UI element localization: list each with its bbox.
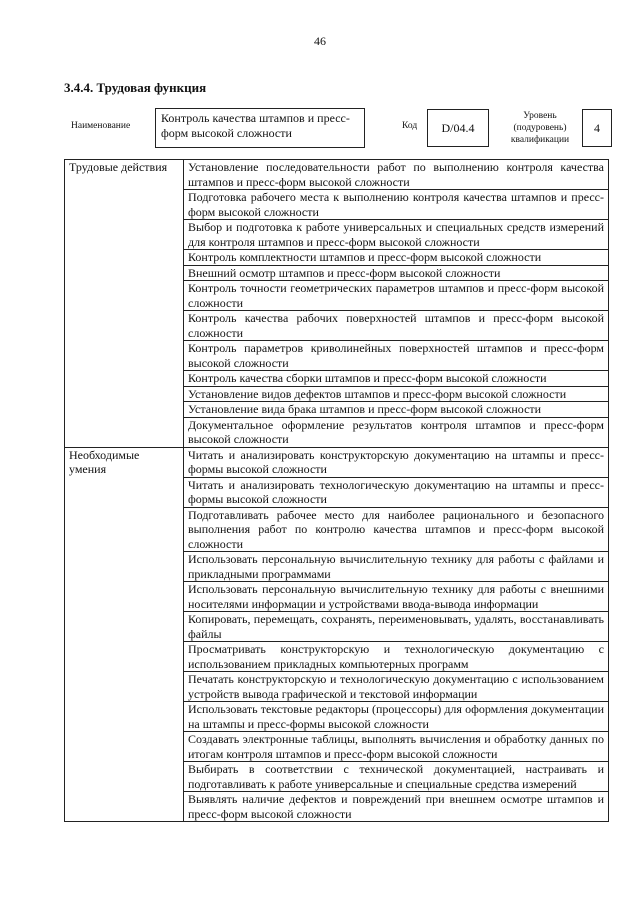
list-item: Просматривать конструкторскую и технологическую документацию с использованием прикладных компьютерных программ — [184, 642, 609, 672]
list-item: Подготавливать рабочее место для наиболее рационального и безопасного выполнения работ по контролю качества штампов и пресс-форм высокой сложности — [184, 507, 609, 552]
name-value: Контроль качества штампов и пресс-форм высокой сложности — [155, 108, 365, 148]
list-item: Печатать конструкторскую и технологическую документацию с использованием устройств вывода графической и текстовой информации — [184, 672, 609, 702]
table-row — [65, 447, 609, 477]
code-value: D/04.4 — [427, 109, 489, 147]
group-title: Необходимые умения — [65, 447, 184, 822]
list-item: Выявлять наличие дефектов и повреждений при внешнем осмотре штампов и пресс-форм высокой сложности — [184, 792, 609, 822]
table-row — [65, 160, 609, 190]
list-item: Использовать персональную вычислительную технику для работы с файлами и прикладными программами — [184, 552, 609, 582]
list-item: Установление видов дефектов штампов и пресс-форм высокой сложности — [184, 386, 609, 402]
list-item: Создавать электронные таблицы, выполнять вычисления и обработку данных по итогам контроля штампов и пресс-форм высокой сложности — [184, 732, 609, 762]
page-number: 46 — [314, 34, 326, 48]
list-item: Контроль качества рабочих поверхностей штампов и пресс-форм высокой сложности — [184, 311, 609, 341]
list-item: Контроль точности геометрических параметров штампов и пресс-форм высокой сложности — [184, 281, 609, 311]
section-title: 3.4.4. Трудовая функция — [64, 80, 207, 95]
level-value: 4 — [582, 109, 612, 147]
list-item: Установление последовательности работ по выполнению контроля качества штампов и пресс-форм высокой сложности — [184, 160, 609, 190]
list-item: Контроль качества сборки штампов и пресс-форм высокой сложности — [184, 371, 609, 387]
list-item: Внешний осмотр штампов и пресс-форм высокой сложности — [184, 265, 609, 281]
list-item: Выбор и подготовка к работе универсальных и специальных средств измерений для контроля штампов и пресс-форм высокой сложности — [184, 220, 609, 250]
function-header — [64, 108, 612, 150]
list-item: Выбирать в соответствии с технической документацией, настраивать и подготавливать к работе универсальные и специальные средства измерений — [184, 762, 609, 792]
list-item: Документальное оформление результатов контроля штампов и пресс-форм высокой сложности — [184, 417, 609, 447]
list-item: Установление вида брака штампов и пресс-форм высокой сложности — [184, 402, 609, 418]
level-label: Уровень (подуровень) квалификации — [510, 111, 570, 145]
list-item: Копировать, перемещать, сохранять, переименовывать, удалять, восстанавливать файлы — [184, 612, 609, 642]
list-item: Читать и анализировать технологическую документацию на штампы и пресс-формы высокой сложности — [184, 477, 609, 507]
list-item: Контроль комплектности штампов и пресс-форм высокой сложности — [184, 250, 609, 266]
list-item: Использовать персональную вычислительную технику для работы с внешними носителями информации и устройствами ввода-вывода информации — [184, 582, 609, 612]
code-label: Код — [402, 121, 418, 131]
list-item: Контроль параметров криволинейных поверхностей штампов и пресс-форм высокой сложности — [184, 341, 609, 371]
list-item: Подготовка рабочего места к выполнению контроля качества штампов и пресс-форм высокой сложности — [184, 190, 609, 220]
function-table — [64, 159, 609, 822]
group-title: Трудовые действия — [65, 160, 184, 448]
list-item: Использовать текстовые редакторы (процессоры) для оформления документации на штампы и пресс-формы высокой сложности — [184, 702, 609, 732]
name-label: Наименование — [71, 121, 131, 131]
list-item: Читать и анализировать конструкторскую документацию на штампы и пресс-формы высокой сложности — [184, 447, 609, 477]
